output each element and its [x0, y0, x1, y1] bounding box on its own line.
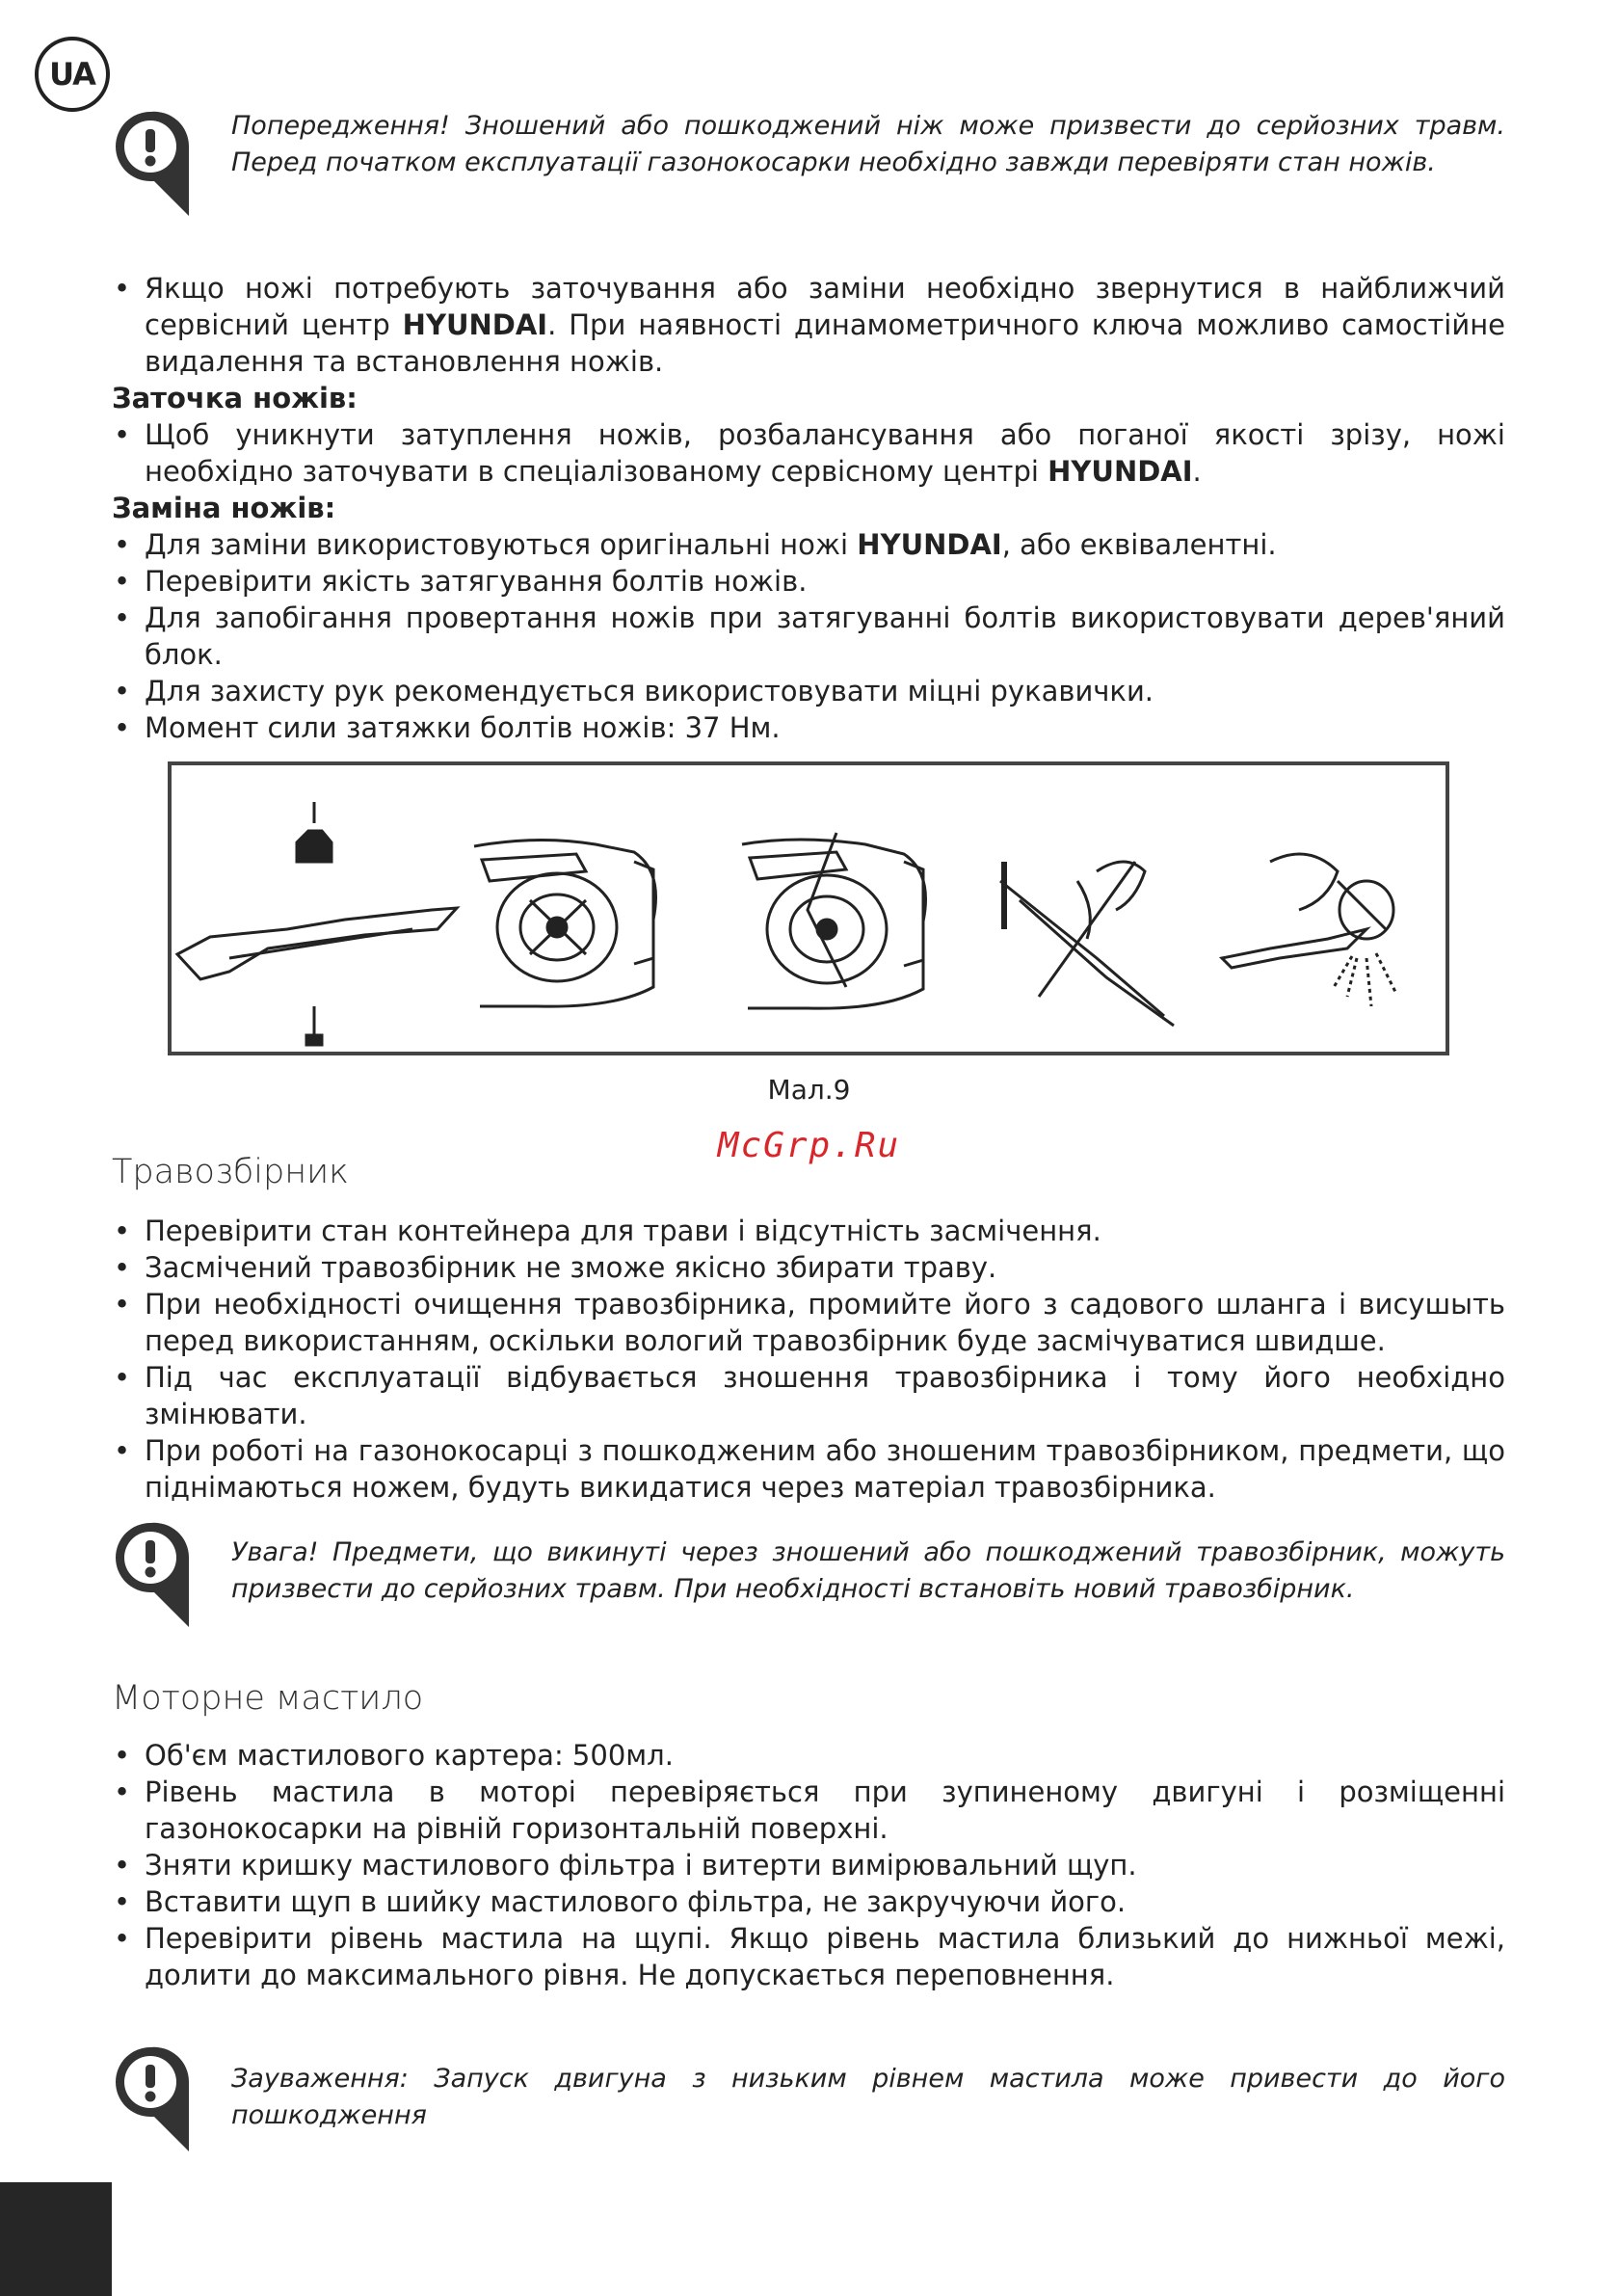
warning-notice-blades: [112, 108, 1505, 181]
exclamation-pin-icon: [112, 1519, 189, 1627]
hands-blade-illustration: [1000, 862, 1174, 1026]
list-item: • При роботі на газонокосарці з пошкодженим або зношеним травозбірником, предмети, що піднімаються ножем, будуть викидатися через матеріал травозбірника.: [112, 1432, 1505, 1506]
list-item: • Під час експлуатації відбувається зношення травозбірника і тому його необхідно змінювати.: [112, 1359, 1505, 1432]
list-item: • Зняти кришку мастилового фільтра і витерти вимірювальний щуп.: [112, 1847, 1505, 1883]
warning-text: Увага! Предмети, що викинуті через зношений або пошкоджений травозбірник, можуть призвести до серйозних травм. При необхідності встановіть новий травозбірник.: [231, 1537, 1505, 1604]
list-item: • При необхідності очищення травозбірника, промийте його з садового шланга і висушыть перед використанням, оскільки вологий травозбірник буде засмічуватися швидше.: [112, 1286, 1505, 1359]
language-badge: UA: [35, 37, 110, 112]
list-item: • Вставити щуп в шийку мастилового фільтра, не закручуючи його.: [112, 1883, 1505, 1920]
watermark: McGrp.Ru: [717, 1126, 901, 1165]
sharpening-illustration: [1222, 854, 1395, 1006]
list-item: • Щоб уникнути затуплення ножів, розбалансування або поганої якості зрізу, ножі необхідно заточувати в спеціалізованому сервісному центрі HYUNDAI.: [112, 416, 1505, 490]
deck-wrench-illustration: [474, 840, 656, 1006]
warning-text: Попередження! Зношений або пошкоджений ніж може призвести до серйозних травм. Перед початком експлуатації газонокосарки необхідно завжди перевіряти стан ножів.: [231, 111, 1505, 177]
exclamation-pin-icon: [112, 108, 189, 216]
blades-section: [112, 270, 1505, 746]
motor-oil-section: [112, 1737, 1505, 1993]
list-item: • Для запобігання провертання ножів при затягуванні болтів використовувати дерев'яний блок.: [112, 600, 1505, 673]
page-corner-block: [0, 2182, 112, 2296]
grass-catcher-section: [112, 1213, 1505, 1506]
list-item: • Для заміни використовуються оригінальні ножі HYUNDAI, або еквівалентні.: [112, 526, 1505, 563]
list-item: • Перевірити рівень мастила на щупі. Якщо рівень мастила близький до нижньої межі, долити до максимального рівня. Не допускається переповнення.: [112, 1920, 1505, 1993]
figure-blade-replacement: [168, 761, 1449, 1055]
list-item: • Рівень мастила в моторі перевіряється при зупиненому двигуні і розміщенні газонокосарки на рівній горизонтальній поверхні.: [112, 1774, 1505, 1847]
sharpening-heading: Заточка ножів:: [112, 382, 358, 414]
blade-bolt-illustration: [177, 802, 457, 1045]
list-item: • Якщо ножі потребують заточування або заміни необхідно звернутися в найближчий сервісний центр HYUNDAI. При наявності динамометричного ключа можливо самостійне видалення та встановлення ножів.: [112, 270, 1505, 380]
motor-oil-title: Моторне мастило: [112, 1679, 424, 1718]
list-item: • Момент сили затяжки болтів ножів: 37 Нм.: [112, 709, 1505, 746]
list-item: • Засмічений травозбірник не зможе якісно збирати траву.: [112, 1249, 1505, 1286]
exclamation-pin-icon: [112, 2043, 189, 2151]
grass-catcher-title: Травозбірник: [112, 1153, 349, 1191]
deck-tightening-illustration: [742, 833, 926, 1008]
warning-text: Зауваження: Запуск двигуна з низьким рівнем мастила може привести до його пошкодження: [231, 2064, 1505, 2130]
replacement-heading: Заміна ножів:: [112, 492, 336, 524]
list-item: • Для захисту рук рекомендується використовувати міцні рукавички.: [112, 673, 1505, 709]
figure-caption: Мал.9: [767, 1074, 851, 1106]
list-item: • Об'єм мастилового картера: 500мл.: [112, 1737, 1505, 1774]
list-item: • Перевірити стан контейнера для трави і відсутність засмічення.: [112, 1213, 1505, 1249]
warning-notice-oil: [112, 2043, 1505, 2134]
warning-notice-grass-catcher: [112, 1519, 1505, 1608]
list-item: • Перевірити якість затягування болтів ножів.: [112, 563, 1505, 600]
